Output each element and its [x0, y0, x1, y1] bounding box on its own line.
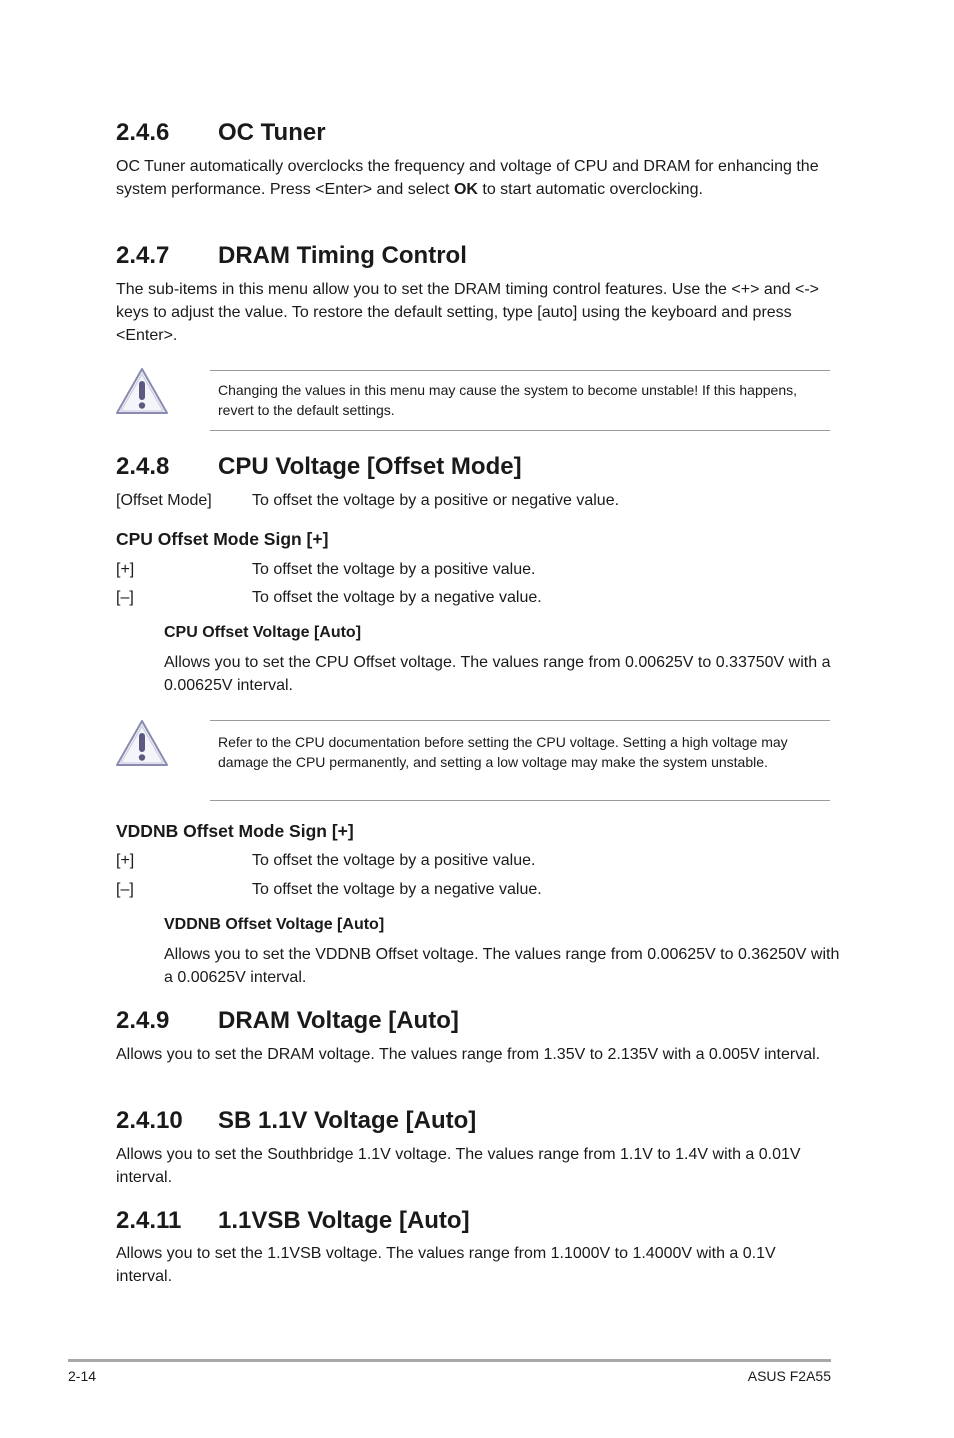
- section-title: DRAM Voltage [Auto]: [218, 1007, 459, 1034]
- warning-note-dram-timing: [210, 370, 830, 431]
- section-number: 2.4.10: [116, 1107, 183, 1134]
- option-key: [+]: [116, 561, 135, 578]
- section-title: SB 1.1V Voltage [Auto]: [218, 1107, 477, 1134]
- option-value: To offset the voltage by a negative value.: [252, 881, 542, 898]
- section-title: DRAM Timing Control: [218, 242, 467, 269]
- option-value: To offset the voltage by a positive value.: [252, 561, 536, 578]
- vsb-voltage-paragraph: Allows you to set the 1.1VSB voltage. The values range from 1.1000V to 1.4000V with a 0.1V interval.: [116, 1245, 776, 1285]
- option-key: [–]: [116, 589, 134, 606]
- dram-voltage-paragraph: Allows you to set the DRAM voltage. The values range from 1.35V to 2.135V with a 0.005V interval.: [116, 1046, 821, 1063]
- page-number: 2-14: [68, 1368, 97, 1384]
- cpu-offset-voltage-paragraph: Allows you to set the CPU Offset voltage. The values range from 0.00625V to 0.33750V with a 0.00625V interval.: [164, 654, 831, 694]
- section-heading-vsb-voltage: [116, 1207, 470, 1235]
- section-heading-dram-voltage: [116, 1007, 459, 1035]
- product-name: ASUS F2A55: [747, 1368, 831, 1384]
- oc-tuner-text-bold: OK: [453, 181, 478, 198]
- section-number: 2.4.6: [116, 119, 170, 146]
- section-heading-oc-tuner: [116, 119, 326, 147]
- option-value: To offset the voltage by a positive or negative value.: [252, 492, 620, 509]
- section-title: OC Tuner: [218, 119, 326, 146]
- warning-note-text: Refer to the CPU documentation before setting the CPU voltage. Setting a high voltage may damage the CPU permanently, and setting a low voltage may make the system unstable.: [218, 734, 788, 770]
- oc-tuner-text-post: to start automatic overclocking.: [477, 181, 703, 198]
- subheading-vddnb-offset-sign: VDDNB Offset Mode Sign [+]: [116, 821, 354, 841]
- warning-icon: [114, 365, 170, 417]
- section-number: 2.4.11: [116, 1207, 182, 1234]
- oc-tuner-paragraph: [116, 155, 836, 201]
- section-heading-cpu-voltage: [116, 453, 522, 481]
- option-value: To offset the voltage by a positive value.: [252, 852, 536, 869]
- dram-timing-paragraph: The sub-items in this menu allow you to set the DRAM timing control features. Use the <+> and <-> keys to adjust the value. To restore the default setting, type [auto] using the keyboard and press <Enter>.: [116, 281, 820, 344]
- section-number: 2.4.9: [116, 1007, 170, 1034]
- subheading-cpu-offset-voltage: CPU Offset Voltage [Auto]: [164, 624, 362, 641]
- option-value: To offset the voltage by a negative value.: [252, 589, 542, 606]
- section-number: 2.4.7: [116, 242, 170, 269]
- option-key: [–]: [116, 881, 134, 898]
- warning-note-text: Changing the values in this menu may cause the system to become unstable! If this happens, revert to the default settings.: [218, 382, 797, 418]
- footer-divider: [68, 1359, 831, 1362]
- warning-note-cpu-voltage: [210, 720, 830, 801]
- section-number: 2.4.8: [116, 453, 170, 480]
- warning-icon: [114, 717, 170, 769]
- vddnb-offset-voltage-paragraph: Allows you to set the VDDNB Offset voltage. The values range from 0.00625V to 0.36250V with a 0.00625V interval.: [164, 946, 840, 986]
- subheading-cpu-offset-sign: CPU Offset Mode Sign [+]: [116, 529, 329, 549]
- section-title: CPU Voltage [Offset Mode]: [218, 453, 522, 480]
- section-heading-dram-timing: [116, 242, 467, 270]
- option-key: [+]: [116, 852, 135, 869]
- subheading-vddnb-offset-voltage: VDDNB Offset Voltage [Auto]: [164, 916, 385, 933]
- section-heading-sb-voltage: [116, 1107, 476, 1135]
- sb-voltage-paragraph: Allows you to set the Southbridge 1.1V voltage. The values range from 1.1V to 1.4V with a 0.01V interval.: [116, 1146, 801, 1186]
- option-key: [Offset Mode]: [116, 492, 212, 509]
- oc-tuner-text-pre: OC Tuner automatically overclocks the frequency and voltage of CPU and DRAM for enhancing the system performance. Press <Enter> and select: [116, 158, 819, 198]
- section-title: 1.1VSB Voltage [Auto]: [218, 1207, 470, 1234]
